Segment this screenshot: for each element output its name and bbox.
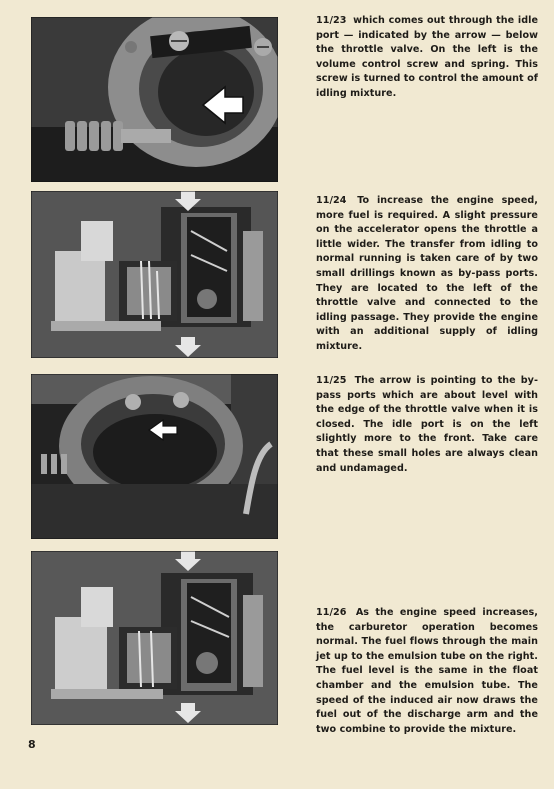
caption-11-26 — [316, 606, 538, 737]
figure-number: 11/24 — [316, 195, 347, 206]
caption-11-25 — [316, 374, 538, 476]
figure-number: 11/25 — [316, 375, 347, 386]
figure-number: 11/26 — [316, 607, 347, 618]
diagram-bypass-ports — [31, 191, 278, 358]
caption-11-23 — [316, 14, 538, 102]
caption-text: As the engine speed increases, the carburetor operation becomes normal. The fuel flows through the main jet up to the emulsion tube on the right. The fuel level is the same in the float chamber and the emulsion tube. The speed of the induced air now draws the fuel out of the discharge arm and the two combine to provide the mixture. — [316, 607, 538, 735]
caption-text: The arrow is pointing to the by-pass ports which are about level with the edge of the throttle valve when it is closed. The idle port is on the left slightly more to the front. Take care that these small holes are always clean and undamaged. — [316, 375, 539, 474]
diagram-normal-operation — [31, 551, 278, 725]
page-number: 8 — [28, 738, 36, 751]
caption-11-24 — [316, 194, 538, 355]
figure-number: 11/23 — [316, 15, 347, 26]
photo-bypass-ports — [31, 374, 278, 539]
caption-text: To increase the engine speed, more fuel is required. A slight pressure on the accelerator opens the throttle a little wider. The transfer from idling to normal running is taken care of by two small drillings known as by-pass ports. They are located to the left of the throttle valve and connected to the idling passage. They provide the engine with an additional supply of idling mixture. — [316, 195, 538, 352]
photo-idle-port — [31, 17, 278, 182]
caption-text: which comes out through the idle port — indicated by the arrow — below the throttle valve. On the left is the volume control screw and spring. This screw is turned to control the amount of idling mixture. — [316, 15, 539, 99]
